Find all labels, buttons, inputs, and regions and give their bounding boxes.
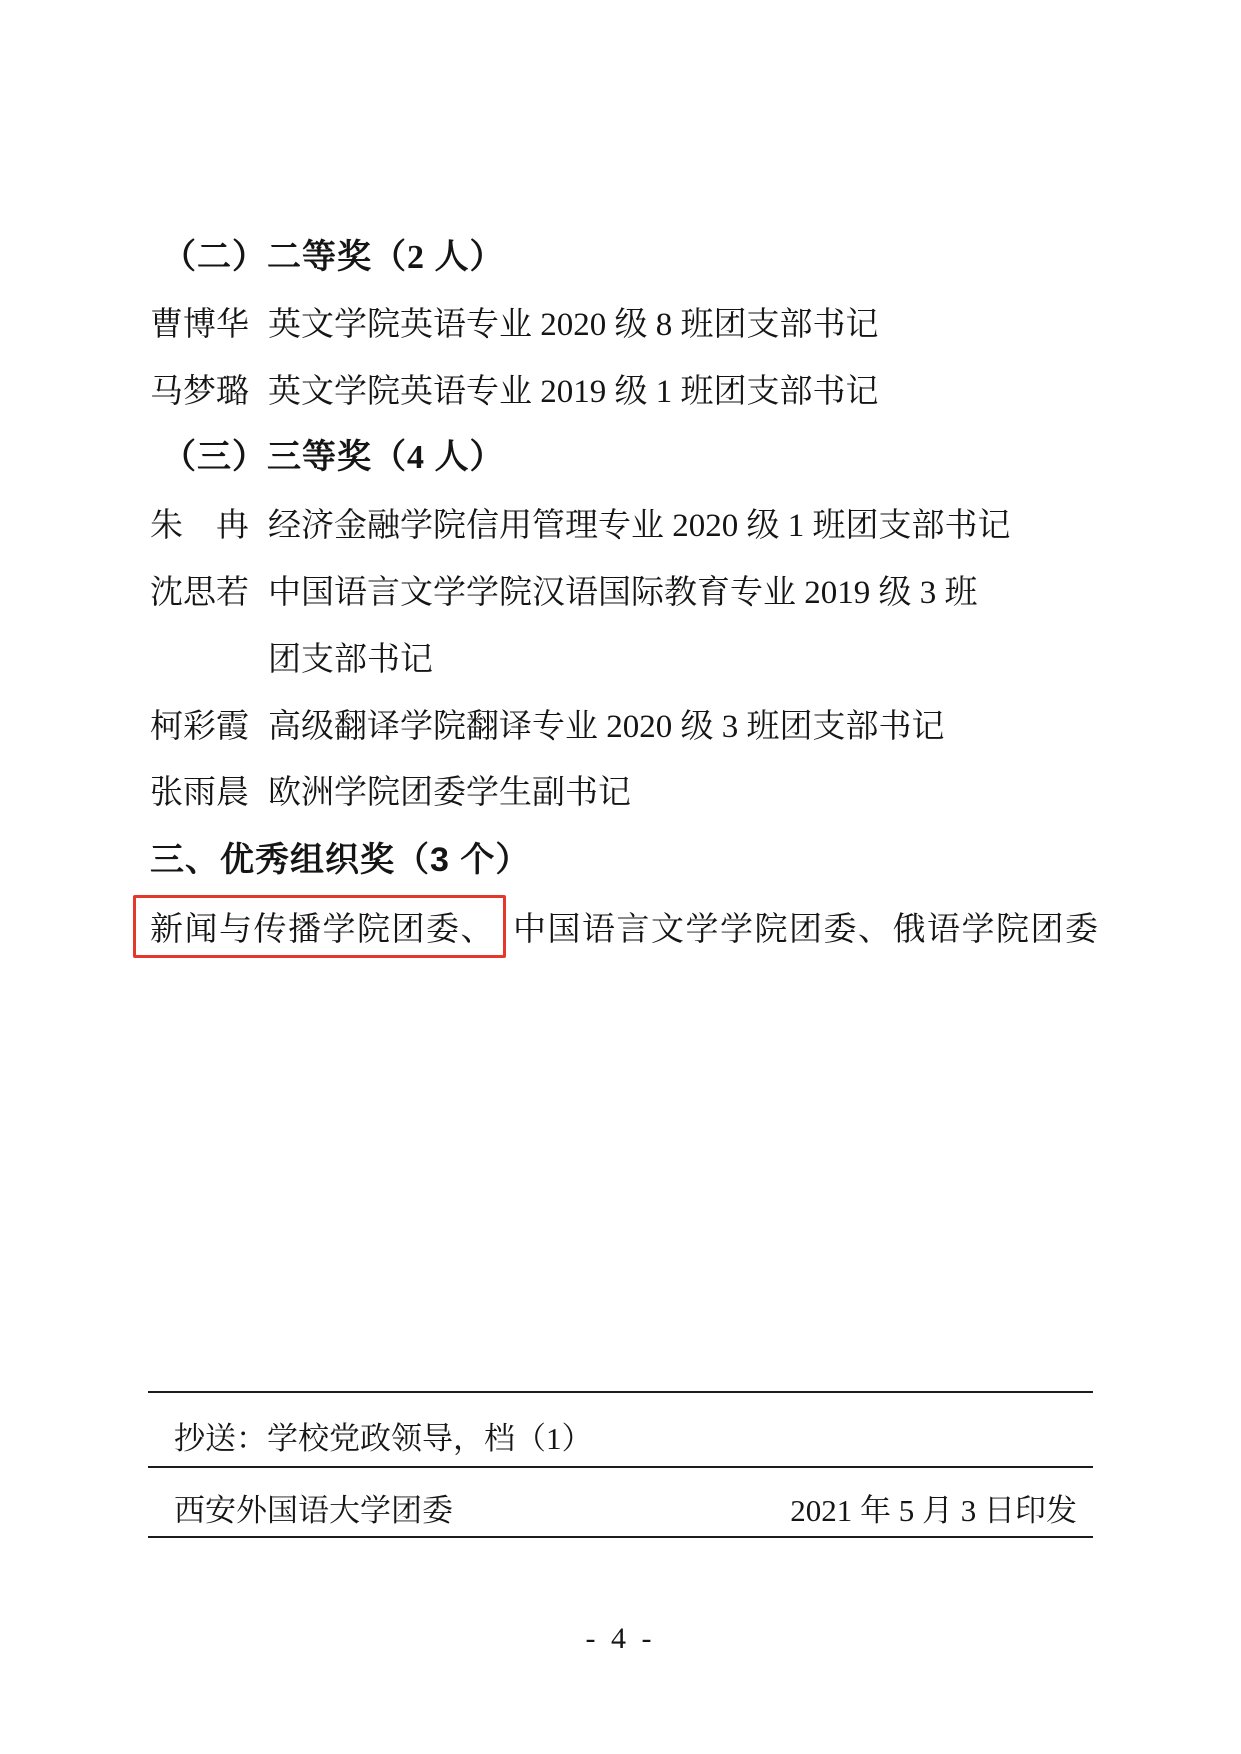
awardee-name: 张雨晨: [150, 775, 249, 811]
award-entry: [150, 707, 945, 747]
highlight-box: [133, 895, 506, 958]
award-entry: [150, 305, 879, 345]
highlighted-organization: 新闻与传播学院团委、: [150, 912, 495, 948]
award-entry: [150, 506, 1011, 546]
third-prize-heading: （三）三等奖（4 人）: [162, 439, 505, 476]
footer-divider-middle: [148, 1466, 1093, 1468]
page-number: - 4 -: [585, 1622, 656, 1655]
awardee-title: 高级翻译学院翻译专业 2020 级 3 班团支部书记: [268, 709, 945, 745]
issuing-office: 西安外国语大学团委: [174, 1493, 453, 1528]
second-prize-heading: （二）二等奖（2 人）: [162, 239, 505, 276]
footer-divider-bottom: [148, 1536, 1093, 1538]
awardee-name: 曹博华: [150, 307, 249, 343]
issue-date: 2021 年 5 月 3 日印发: [790, 1493, 1077, 1528]
award-entry: [150, 773, 631, 813]
awardee-title: 英文学院英语专业 2019 级 1 班团支部书记: [268, 374, 879, 410]
awardee-name: 沈思若: [150, 575, 249, 611]
awardee-title: 经济金融学院信用管理专业 2020 级 1 班团支部书记: [268, 508, 1011, 544]
award-entry: [150, 372, 879, 412]
awardee-name: 朱 冉: [150, 508, 249, 544]
award-entry: [150, 573, 978, 613]
awardee-name: 马梦璐: [150, 374, 249, 410]
awardee-name: 柯彩霞: [150, 709, 249, 745]
awardee-title: 欧洲学院团委学生副书记: [268, 775, 631, 811]
awardee-title-continued: 团支部书记: [268, 642, 433, 678]
footer-divider-top: [148, 1391, 1093, 1393]
awardee-title: 中国语言文学学院汉语国际教育专业 2019 级 3 班: [268, 575, 978, 611]
other-organizations: 中国语言文学学院团委、俄语学院团委: [513, 912, 1100, 948]
organization-award-line: [133, 895, 1100, 958]
copy-to-line: 抄送：学校党政领导，档（1）: [174, 1421, 593, 1456]
awardee-title: 英文学院英语专业 2020 级 8 班团支部书记: [268, 307, 879, 343]
organization-award-heading: 三、优秀组织奖（3 个）: [150, 841, 531, 879]
